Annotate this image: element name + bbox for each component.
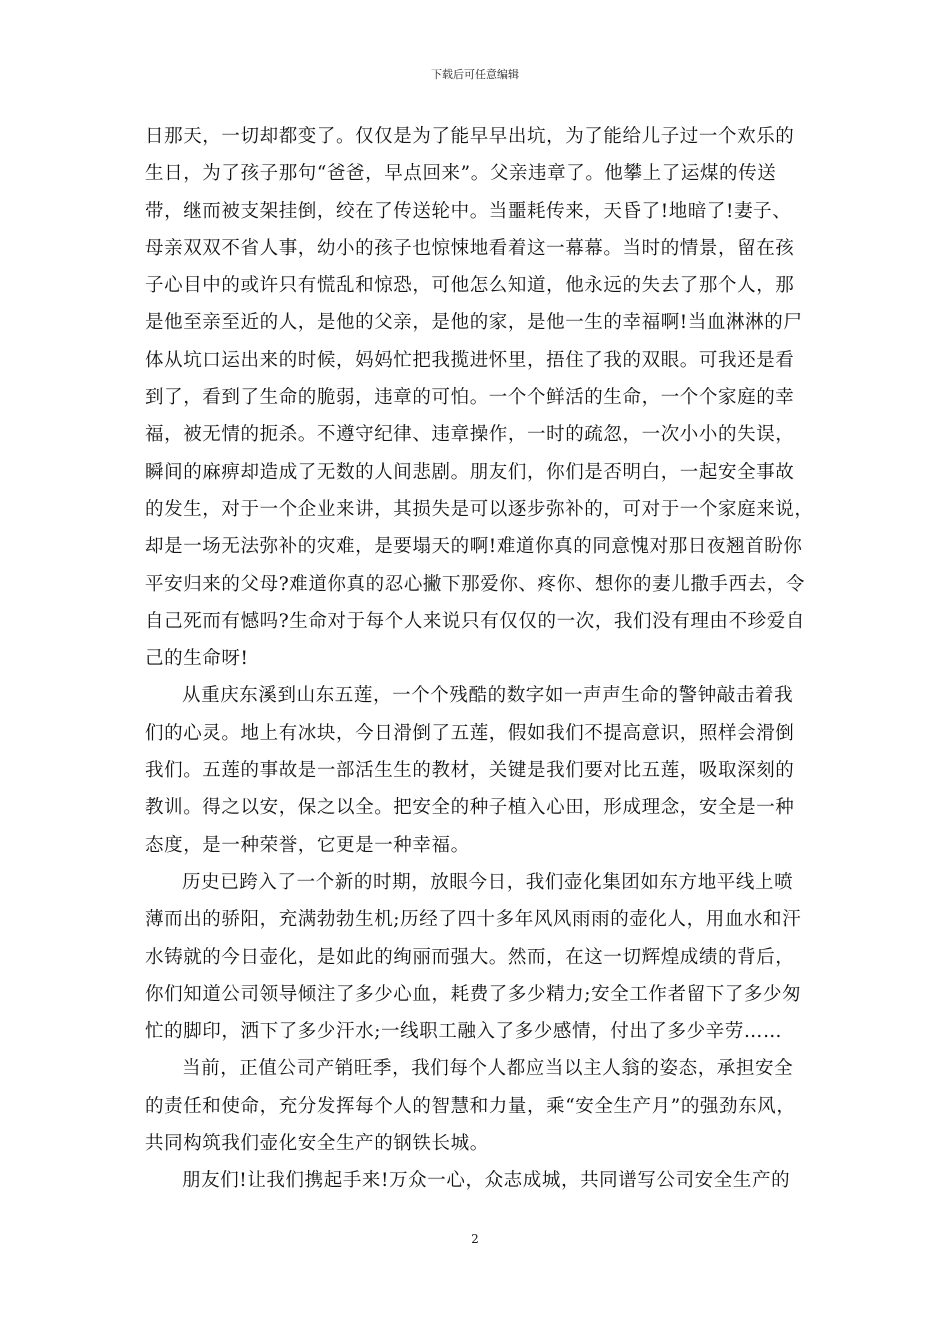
paragraph-first-line: 从重庆东溪到山东五莲，一个个残酷的数字如一声声生命的警钟敲击着我 <box>182 685 794 707</box>
text-line: 却是一场无法弥补的灾难，是要塌天的啊!难道你真的同意愧对那日夜翘首盼你 <box>145 536 803 558</box>
text-line: 母亲双双不省人事，幼小的孩子也惊悚地看着这一幕幕。当时的情景，留在孩 <box>145 237 795 259</box>
text-line: 水铸就的今日壶化，是如此的绚丽而强大。然而，在这一切辉煌成绩的背后， <box>145 946 795 968</box>
text-line: 带，继而被支架挂倒，绞在了传送轮中。当噩耗传来，天昏了!地暗了!妻子、 <box>145 200 792 222</box>
text-line: 日那天，一切却都变了。仅仅是为了能早早出坑，为了能给儿子过一个欢乐的 <box>145 126 795 147</box>
paragraph-first-line: 历史已跨入了一个新的时期，放眼今日，我们壶化集团如东方地平线上喷 <box>182 871 794 893</box>
paragraph-first-line: 朋友们!让我们携起手来!万众一心，众志成城，共同谱写公司安全生产的 <box>182 1170 791 1192</box>
text-line: 的发生，对于一个企业来讲，其损失是可以逐步弥补的，可对于一个家庭来说， <box>145 498 814 520</box>
text-line: 子心目中的或许只有慌乱和惊恐，可他怎么知道，他永远的失去了那个人，那 <box>145 275 795 297</box>
page-number: 2 <box>471 1232 479 1246</box>
body-text <box>145 118 817 1200</box>
text-line: 是他至亲至近的人，是他的父亲，是他的家，是他一生的幸福啊!当血淋淋的尸 <box>145 312 803 334</box>
text-line: 自己死而有憾吗?生命对于每个人来说只有仅仅的一次，我们没有理由不珍爱自 <box>145 610 805 632</box>
paragraph-first-line: 当前，正值公司产销旺季，我们每个人都应当以主人翁的姿态，承担安全 <box>182 1058 794 1080</box>
text-line: 共同构筑我们壶化安全生产的钢铁长城。 <box>145 1133 489 1155</box>
text-line: 瞬间的麻痹却造成了无数的人间悲剧。朋友们，你们是否明白，一起安全事故 <box>145 461 795 483</box>
text-line: 生日，为了孩子那句“爸爸，早点回来”。父亲违章了。他攀上了运煤的传送 <box>145 163 777 185</box>
text-line: 己的生命呀! <box>145 648 249 670</box>
text-line: 的责任和使命，充分发挥每个人的智慧和力量，乘“安全生产月”的强劲东风， <box>145 1095 796 1117</box>
text-line: 你们知道公司领导倾注了多少心血，耗费了多少精力;安全工作者留下了多少匆 <box>145 983 802 1005</box>
text-line: 福，被无情的扼杀。不遵守纪律、违章操作，一时的疏忽，一次小小的失误， <box>145 424 795 446</box>
text-line: 们的心灵。地上有冰块，今日滑倒了五莲，假如我们不提高意识，照样会滑倒 <box>145 722 795 744</box>
text-line: 忙的脚印，洒下了多少汗水;一线职工融入了多少感情，付出了多少辛劳…… <box>145 1021 783 1043</box>
text-line: 体从坑口运出来的时候，妈妈忙把我揽进怀里，捂住了我的双眼。可我还是看 <box>145 349 795 371</box>
text-line: 教训。得之以安，保之以全。把安全的种子植入心田，形成理念，安全是一种 <box>145 797 795 819</box>
text-line: 薄而出的骄阳，充满勃勃生机;历经了四十多年风风雨雨的壶化人，用血水和汗 <box>145 909 802 931</box>
text-line: 到了，看到了生命的脆弱，违章的可怕。一个个鲜活的生命，一个个家庭的幸 <box>145 387 795 409</box>
header-note: 下载后可任意编辑 <box>431 68 519 81</box>
text-line: 我们。五莲的事故是一部活生生的教材，关键是我们要对比五莲，吸取深刻的 <box>145 760 795 782</box>
text-line: 态度，是一种荣誉，它更是一种幸福。 <box>145 834 470 856</box>
text-line: 平安归来的父母?难道你真的忍心撇下那爱你、疼你、想你的妻儿撒手西去，令 <box>145 573 805 595</box>
